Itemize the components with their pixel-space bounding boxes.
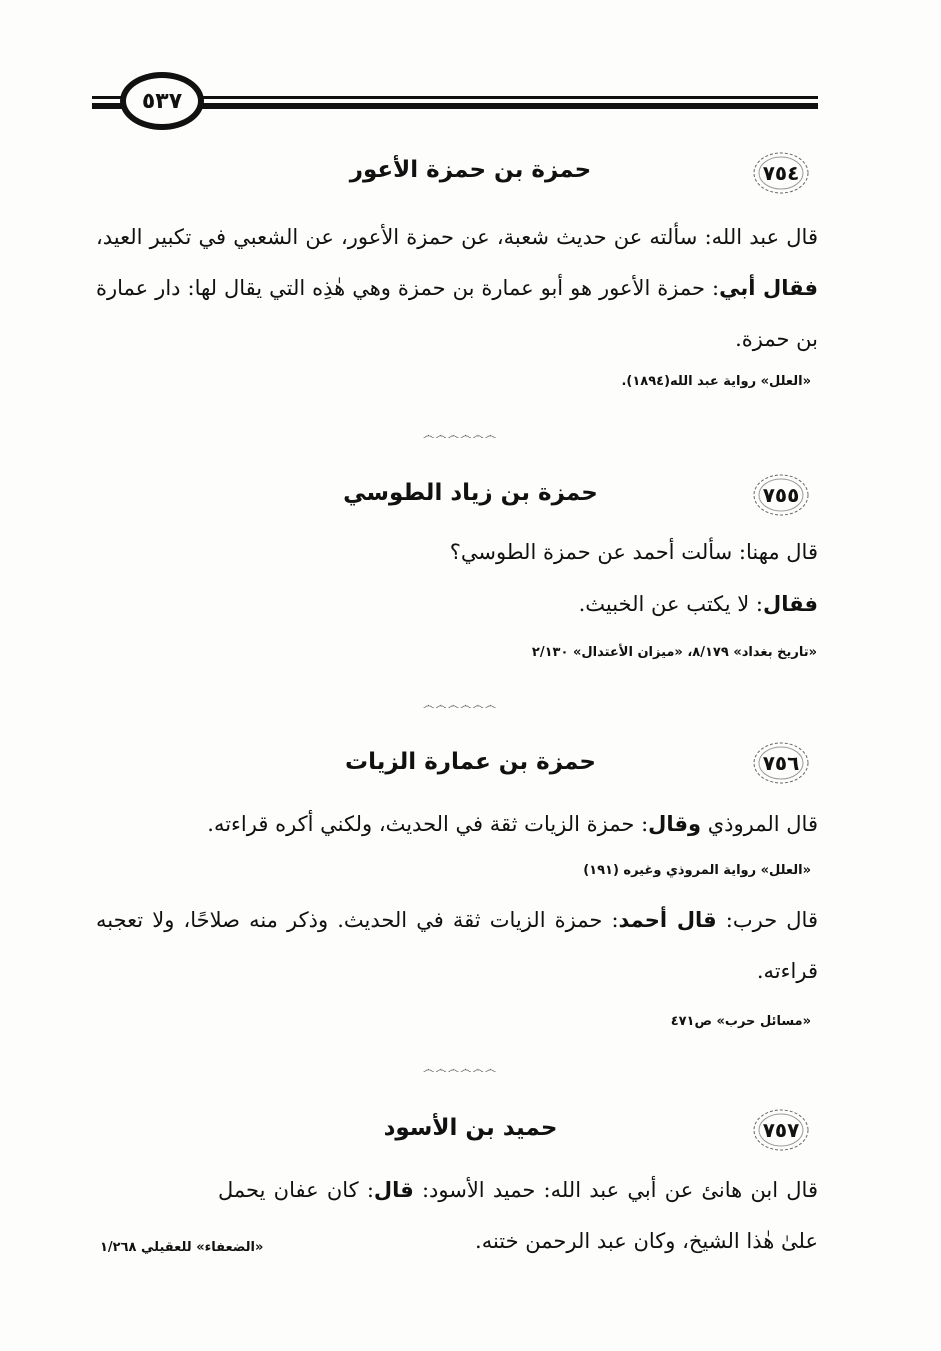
entry-number: ٧٥٧: [762, 1118, 800, 1142]
bold-segment: فقال: [763, 592, 818, 616]
text-segment: : حمزة الزيات ثقة في الحديث، ولكني أكره قراءته.: [207, 812, 649, 836]
source-citation: «العلل» رواية عبد الله(١٨٩٤).: [621, 374, 811, 389]
entry-title: حميد بن الأسود: [383, 1115, 558, 1141]
bold-segment: فقال أبي: [719, 276, 818, 300]
entry-number: ٧٥٤: [762, 161, 800, 185]
bold-segment: وقال: [648, 812, 702, 836]
entry-title: حمزة بن عمارة الزيات: [344, 749, 597, 775]
source-citation: «العلل» رواية المروذي وغيره (١٩١): [583, 863, 811, 878]
text-segment: : كان عفان يحمل علىٰ هٰذا الشيخ، وكان عبد الرحمن ختنه.: [218, 1178, 818, 1253]
entry-title: حمزة بن حمزة الأعور: [349, 157, 592, 183]
text-segment: قال ابن هانئ عن أبي عبد الله: حميد الأسود:: [413, 1178, 818, 1202]
text-segment: : لا يكتب عن الخبيث.: [578, 592, 764, 616]
text-segment: : حمزة الزيات ثقة في الحديث. وذكر منه صلاحًا، ولا تعجبه قراءته.: [96, 908, 818, 983]
text-segment: قال حرب:: [716, 908, 818, 932]
source-citation: «الضعفاء» للعقيلي ١/٢٦٨: [100, 1240, 264, 1255]
entry-text: [96, 895, 818, 997]
entry-number: ٧٥٥: [762, 483, 800, 507]
entry-text: [96, 579, 818, 630]
entry-title: حمزة بن زياد الطوسي: [343, 480, 598, 506]
bold-segment: قال: [373, 1178, 414, 1202]
source-citation: «تاريخ بغداد» ٨/١٧٩، «ميزان الأعتدال» ٢/١٣٠: [531, 645, 817, 660]
entry-text: [96, 799, 818, 850]
entry-text: [218, 1165, 818, 1267]
page-number-text: ٥٣٧: [141, 88, 183, 114]
entry-text: [96, 527, 818, 578]
page-number: [120, 72, 204, 130]
text-segment: قال المروذي: [701, 812, 818, 836]
section-ornament: ෴෴෴෴෴෴: [422, 698, 498, 712]
text-segment: قال عبد الله: سألته عن حديث شعبة، عن حمزة الأعور، عن الشعبي في تكبير العيد،: [96, 225, 818, 249]
bold-segment: قال أحمد: [618, 908, 717, 932]
entry-number: ٧٥٦: [762, 751, 800, 775]
text-segment: : حمزة الأعور هو أبو عمارة بن حمزة وهي هٰذِه التي يقال لها: دار عمارة بن حمزة.: [96, 276, 818, 351]
text-segment: قال مهنا: سألت أحمد عن حمزة الطوسي؟: [449, 540, 818, 564]
entry-text: [96, 212, 818, 365]
source-citation: «مسائل حرب» ص٤٧١: [670, 1014, 811, 1029]
section-ornament: ෴෴෴෴෴෴: [422, 1062, 498, 1076]
section-ornament: ෴෴෴෴෴෴: [422, 428, 498, 442]
